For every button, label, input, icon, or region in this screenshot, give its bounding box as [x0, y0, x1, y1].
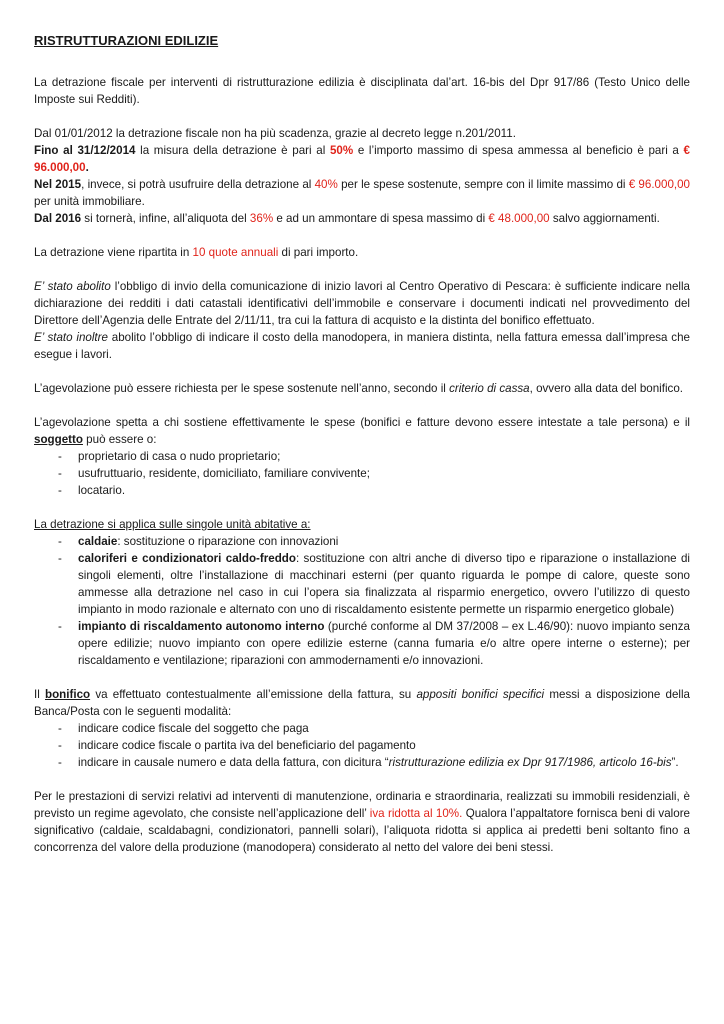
- spacer: [34, 397, 690, 414]
- text-fragment: , invece, si potrà usufruire della detrazione al: [81, 178, 315, 191]
- text-fragment: L’agevolazione può essere richiesta per le spese sostenute nell’anno, secondo il: [34, 382, 450, 395]
- text-fragment: indicare in causale numero e data della fattura, con dicitura “: [78, 756, 389, 769]
- text-fragment: messi a disposizione della Banca/Posta con le seguenti modalità:: [34, 688, 690, 718]
- intro-text: La detrazione fiscale per interventi di ristrutturazione edilizia è disciplinata dal’art. 16-bis del Dpr 917/86 (Testo Unico delle Imposte sui Redditi).: [34, 76, 690, 106]
- item-text: : sostituzione con altri anche di diverso tipo e riparazione o installazione di singoli elementi, oltre l’installazione di macchinari esterni (per quanto riguarda le pompe di calore, queste sono ammesse alla detrazione nel caso in cui l’opera sia finalizzata al risparmio energetico, ovvero l’utilizzo di questo impianto in modo razionale e alternato con uno di riscaldamento esistente permette un risparmio energetico globale): [78, 552, 691, 616]
- spacer: [34, 499, 690, 516]
- deadline-line-1: [34, 125, 690, 142]
- list-item: - indicare codice fiscale del soggetto che paga: [34, 720, 690, 737]
- text-fragment: l’obbligo di invio della comunicazione di inizio lavori al Centro Operativo di Pescara: è sufficiente indicare nella dichiarazione dei redditi i dati catastali identificativi dell’immobile e conservare i documenti indicati nel provvedimento del Direttore dell’Agenzia delle Entrate del 2/11/11, tra cui la fattura di acquisto e la distinta del bonifico effettuato.: [34, 280, 691, 327]
- spacer: [34, 227, 690, 244]
- spacer: [34, 363, 690, 380]
- bonifico-paragraph: [34, 686, 690, 720]
- text-fragment: per unità immobiliare.: [34, 195, 145, 208]
- percent-2015: 40%: [314, 178, 338, 191]
- iva-paragraph: [34, 788, 690, 856]
- spacer: [34, 108, 690, 125]
- text-fragment: può essere o:: [82, 433, 157, 446]
- deadline-line-4: [34, 210, 690, 227]
- text-fragment: ”.: [671, 756, 679, 769]
- text-fragment: abolito l’obbligo di indicare il costo della manodopera, in maniera distinta, nella fattura emessa dall’impresa che esegue i lavori.: [34, 331, 690, 361]
- text-fragment: di pari importo.: [278, 246, 359, 259]
- applica-heading-text: La detrazione si applica sulle singole unità abitative a:: [34, 518, 311, 531]
- italic-lead: E’ stato inoltre: [34, 331, 108, 344]
- applica-list: [34, 533, 690, 669]
- text-fragment: Qualora l’appaltatore fornisca beni di valore significativo (caldaie, scaldabagni, condizionatori, pannelli solari), l’aliquota ridotta si applica ai predetti beni soltanto fino a concorrenza del valore della produzione (manodopera) considerato al netto del valore dei beni stessi.: [34, 807, 691, 854]
- text-fragment: si tornerà, infine, all’aliquota del: [81, 212, 250, 225]
- amount-2014: € 96.000,00: [34, 144, 690, 174]
- text-fragment: per le spese sostenute, sempre con il limite massimo di: [337, 178, 629, 191]
- text-fragment: e l’importo massimo di spesa ammessa al beneficio è pari a: [353, 144, 684, 157]
- appositi-bonifici: appositi bonifici specifici: [416, 688, 545, 701]
- applica-section: [34, 516, 690, 669]
- spacer: [34, 669, 690, 686]
- text-fragment: va effettuato contestualmente all’emissione della fattura, su: [90, 688, 417, 701]
- item-text: : sostituzione o riparazione con innovazioni: [117, 535, 339, 548]
- list-item: - locatario.: [34, 482, 690, 499]
- soggetto-term: soggetto: [34, 433, 83, 446]
- causale-dicitura: ristrutturazione edilizia ex Dpr 917/1986, articolo 16-bis: [388, 756, 672, 769]
- percent-2014: 50%: [329, 144, 354, 157]
- soggetto-list: [34, 448, 690, 499]
- deadline-2016-label: Dal 2016: [34, 212, 82, 225]
- bonifico-term: bonifico: [45, 688, 91, 701]
- text-fragment: La detrazione viene ripartita in: [34, 246, 193, 259]
- text-fragment: la misura della detrazione è pari al: [135, 144, 330, 157]
- text-fragment: Per le prestazioni di servizi relativi ad interventi di manutenzione, ordinaria e straordinaria, realizzati su immobili residenziali, è previsto un regime agevolato, che consiste nell’applicazione dell’: [34, 790, 690, 820]
- deadline-section: [34, 125, 690, 227]
- abolito-paragraph-2: [34, 329, 690, 363]
- amount-2016: € 48.000,00: [488, 212, 550, 225]
- list-item: [34, 754, 690, 771]
- page-title: RISTRUTTURAZIONI EDILIZIE: [34, 33, 219, 48]
- amount-2015: € 96.000,00: [628, 178, 691, 191]
- spacer: [34, 771, 690, 788]
- deadline-line-1-text: Dal 01/01/2012 la detrazione fiscale non ha più scadenza, grazie al decreto legge n.201/2011.: [34, 127, 516, 140]
- text-fragment: e ad un ammontare di spesa massimo di: [273, 212, 489, 225]
- item-term: impianto di riscaldamento autonomo interno: [78, 620, 325, 633]
- soggetto-section: [34, 414, 690, 499]
- iva-rate: iva ridotta al 10%.: [369, 807, 463, 820]
- spacer: [34, 261, 690, 278]
- soggetto-paragraph: [34, 414, 690, 448]
- percent-2016: 36%: [249, 212, 274, 225]
- deadline-2014-label: Fino al 31/12/2014: [34, 144, 136, 157]
- item-term: caldaie: [78, 535, 118, 548]
- text-fragment: L’agevolazione spetta a chi sostiene effettivamente le spese (bonifici e fatture devono essere intestate a tale persona) e il: [34, 416, 690, 429]
- abolito-section: [34, 278, 690, 363]
- text-fragment: salvo aggiornamenti.: [549, 212, 660, 225]
- text-fragment: , ovvero alla data del bonifico.: [529, 382, 684, 395]
- quote-paragraph: [34, 244, 690, 261]
- intro-paragraph: [34, 74, 690, 108]
- item-text: (purché conforme al DM 37/2008 – ex L.46/90): nuovo impianto senza opere edilizie; nuovo impianto con opere edilizie esterne (canna fumaria e/o altre opere interne o esterne); per riscaldamento e ventilazione; riparazioni con ammodernamenti e/o innovazioni.: [78, 620, 690, 667]
- applica-heading: [34, 516, 690, 533]
- list-item: [34, 618, 690, 669]
- cassa-paragraph: [34, 380, 690, 397]
- text-fragment: Il: [34, 688, 46, 701]
- bonifico-list: [34, 720, 690, 771]
- list-item: [34, 550, 690, 618]
- quote-count: 10 quote annuali: [192, 246, 279, 259]
- deadline-2015-label: Nel 2015: [34, 178, 82, 191]
- italic-lead: E’ stato abolito: [34, 280, 111, 293]
- text-fragment: .: [85, 161, 89, 174]
- abolito-paragraph-1: [34, 278, 690, 329]
- bonifico-section: [34, 686, 690, 771]
- item-term: caloriferi e condizionatori caldo-freddo: [78, 552, 296, 565]
- list-item: - proprietario di casa o nudo proprietario;: [34, 448, 690, 465]
- deadline-line-3: [34, 176, 690, 210]
- list-item: [34, 533, 690, 550]
- list-item: - usufruttuario, residente, domiciliato, familiare convivente;: [34, 465, 690, 482]
- list-item: - indicare codice fiscale o partita iva del beneficiario del pagamento: [34, 737, 690, 754]
- criterio-cassa: criterio di cassa: [449, 382, 530, 395]
- deadline-line-2: [34, 142, 690, 176]
